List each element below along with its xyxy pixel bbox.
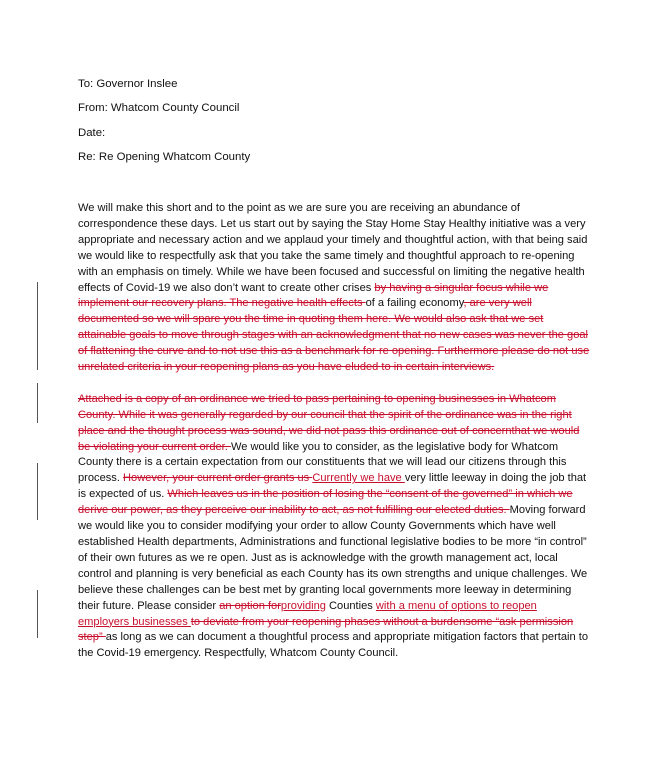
deleted-text: Attached is a copy of an ordinance we tried to pass pertaining to opening businesses in Whatcom County. While it was generally regarded by our council that the spirit of the ordinance was in the right place and the thought process was sound, we did not pass this ordinance out of concernthat we would be violating your current order. xyxy=(78,392,580,453)
inserted-text: with a menu of options to reopen employers businesses xyxy=(78,599,537,628)
change-bar xyxy=(37,463,38,520)
change-bar xyxy=(37,282,38,370)
deleted-text: to deviate from your reopening phases without a burdensome “ask permission step” xyxy=(78,615,574,644)
letter-body xyxy=(78,201,590,678)
date-line: Date: xyxy=(78,127,106,139)
inserted-text: Currently we have xyxy=(312,472,405,485)
body-text: Counties xyxy=(325,599,376,612)
deleted-text: However, your current order grants us xyxy=(123,472,313,485)
body-text: of a failing economy xyxy=(365,297,464,310)
body-text: very little leeway in doing the job that is expected of us. xyxy=(78,472,587,501)
deleted-text: Which leaves us in the position of losing the “consent of the governed” in which we derive our power, as they perceive our inability to act, as not fulfilling our elected duties. xyxy=(78,488,573,517)
body-text: We will make this short and to the point as we are sure you are receiving an abundance of correspondence these days. Let us start out by saying the Stay Home Stay Healthy initiative was a very appropriate and necessary action and we applaud your timely and thoughtful action, with that being said we would like to respectfully ask that you take the same timely and thoughtful approach to re-opening with an emphasis on timely. While we have been focused and successful on limiting the negative health effects of Covid-19 we also don’t want to create other crises xyxy=(78,202,588,294)
deleted-text: by having a singular focus while we implement our recovery plans. The negative health effects xyxy=(78,281,549,310)
body-text: We would like you to consider, as the legislative body for Whatcom County there is a certain expectation from our constituents that we will lead our citizens through this process. xyxy=(78,440,567,485)
from-line: From: Whatcom County Council xyxy=(78,102,240,114)
to-line: To: Governor Inslee xyxy=(78,78,178,90)
deleted-text: , are very well documented so we will spare you the time in quoting them here. We would also ask that we set attainable goals to move through stages with an acknowledgment that no new cases was never the goal of flattening the curve and to not use this as a benchmark for re opening. Furthermore please do not use unrelated criteria in your reopening plans as you have eluded to in certain interviews. xyxy=(78,297,590,374)
paragraph-2 xyxy=(78,392,590,662)
change-bar xyxy=(37,590,38,638)
paragraph-1 xyxy=(78,201,590,376)
deleted-text: an option for xyxy=(219,599,281,612)
subject-line: Re: Re Opening Whatcom County xyxy=(78,151,251,163)
body-text: as long as we can document a thoughtful process and appropriate mitigation factors that pertain to the Covid-19 emergency. Respectfully, Whatcom County Council. xyxy=(78,631,589,660)
inserted-text: providing xyxy=(280,599,326,612)
body-text: Moving forward we would like you to consider modifying your order to allow County Governments which have well established Health departments, Administrations and functional legislative bodies to be more “in control” of their own futures as we re open. Just as is acknowledge with the growth management act, local control and planning is very beneficial as each County has its own strengths and unique challenges. We believe these challenges can be best met by granting local governments more leeway in determining their future. Please consider xyxy=(78,504,588,612)
change-bar xyxy=(37,383,38,423)
